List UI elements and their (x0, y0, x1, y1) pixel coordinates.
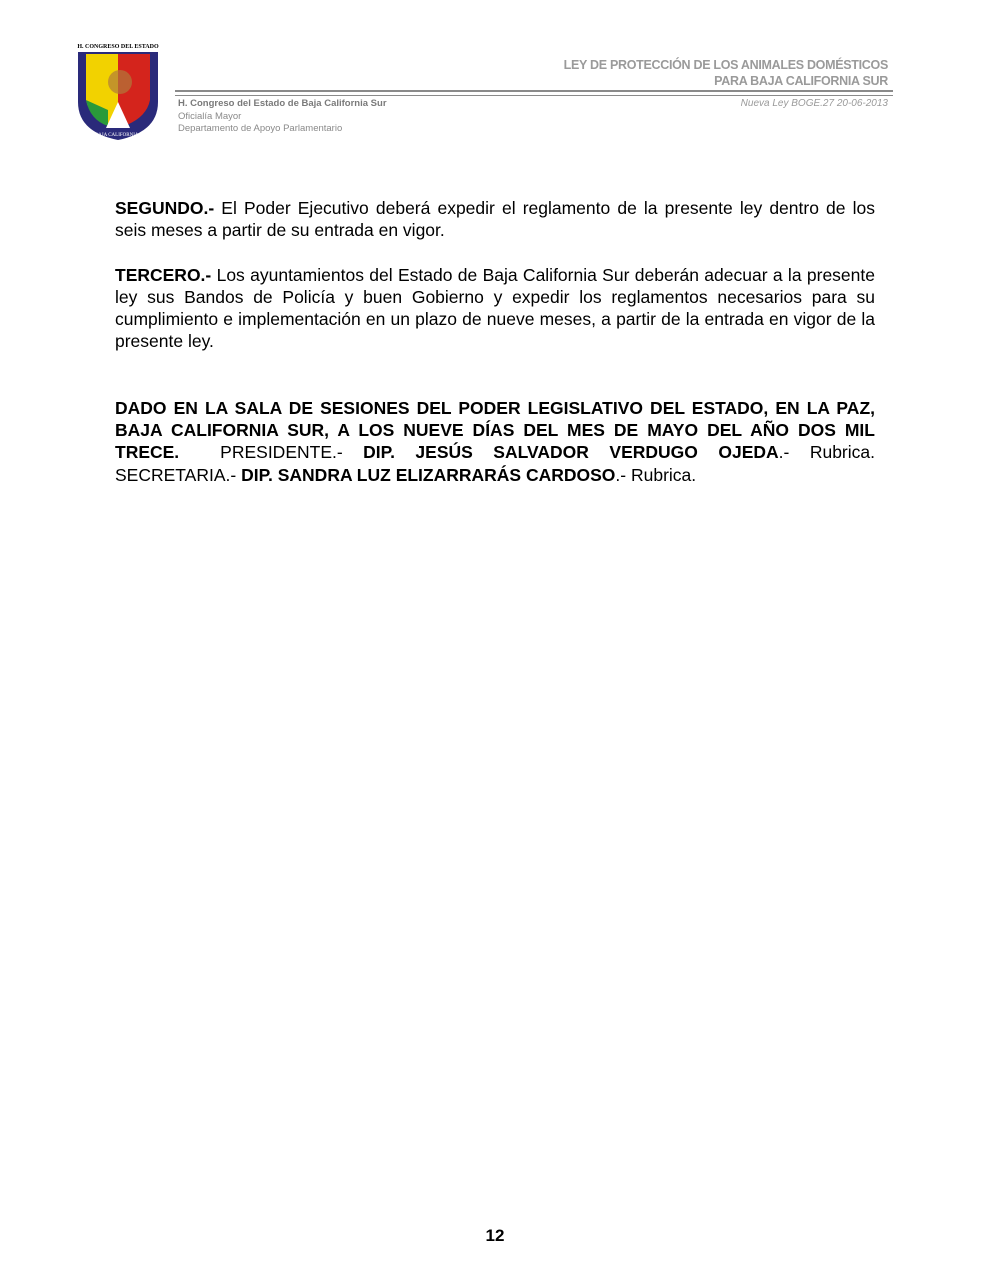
secretary-label: .- Rubrica. SECRETARIA.- (115, 442, 890, 485)
article-text: Los ayuntamientos del Estado de Baja California Sur deberán adecuar a la presente ley sus Bandos de Policía y buen Gobierno y expedir los reglamentos necesarios para su cumplimiento e implementación en un plazo de nueve meses, a partir de la entrada en vigor de la presente ley. (115, 264, 875, 352)
president-name: DIP. JESÚS SALVADOR VERDUGO OJEDA (363, 442, 779, 463)
org-department: Departamento de Apoyo Parlamentario (178, 123, 343, 134)
article-text: El Poder Ejecutivo deberá expedir el reglamento de la presente ley dentro de los seis meses a partir de su entrada en vigor. (115, 198, 875, 241)
org-name: H. Congreso del Estado de Baja California Sur (178, 98, 387, 109)
header-rule (175, 90, 893, 96)
article-tercero (115, 264, 875, 353)
congress-seal-logo (68, 40, 168, 144)
article-segundo (115, 197, 875, 242)
president-label: PRESIDENTE.- (179, 442, 364, 463)
title-line-1: LEY DE PROTECCIÓN DE LOS ANIMALES DOMÉSTICOS (563, 58, 888, 72)
article-label: SEGUNDO.- (115, 198, 215, 218)
enactment-statement: DADO EN LA SALA DE SESIONES DEL PODER LEGISLATIVO DEL ESTADO, EN LA PAZ, BAJA CALIFORNIA SUR, A LOS NUEVE DÍAS DEL MES DE MAYO DEL AÑO DOS MIL TRECE. (115, 397, 875, 463)
document-body (115, 197, 890, 508)
document-title (564, 57, 888, 89)
svg-text:H. CONGRESO DEL ESTADO: H. CONGRESO DEL ESTADO (77, 44, 159, 50)
title-line-2: PARA BAJA CALIFORNIA SUR (714, 74, 888, 88)
publication-reference: Nueva Ley BOGE.27 20-06-2013 (740, 98, 888, 109)
article-label: TERCERO.- (115, 264, 212, 285)
page-number: 12 (485, 1226, 505, 1245)
signature-paragraph (115, 397, 890, 486)
svg-text:DE BAJA CALIFORNIA SUR: DE BAJA CALIFORNIA SUR (86, 133, 150, 138)
secretary-name: DIP. SANDRA LUZ ELIZARRARÁS CARDOSO (241, 464, 616, 485)
organization-info (178, 98, 387, 136)
rubrica-text: .- Rubrica. (615, 464, 697, 485)
org-office: Oficialía Mayor (178, 110, 242, 122)
